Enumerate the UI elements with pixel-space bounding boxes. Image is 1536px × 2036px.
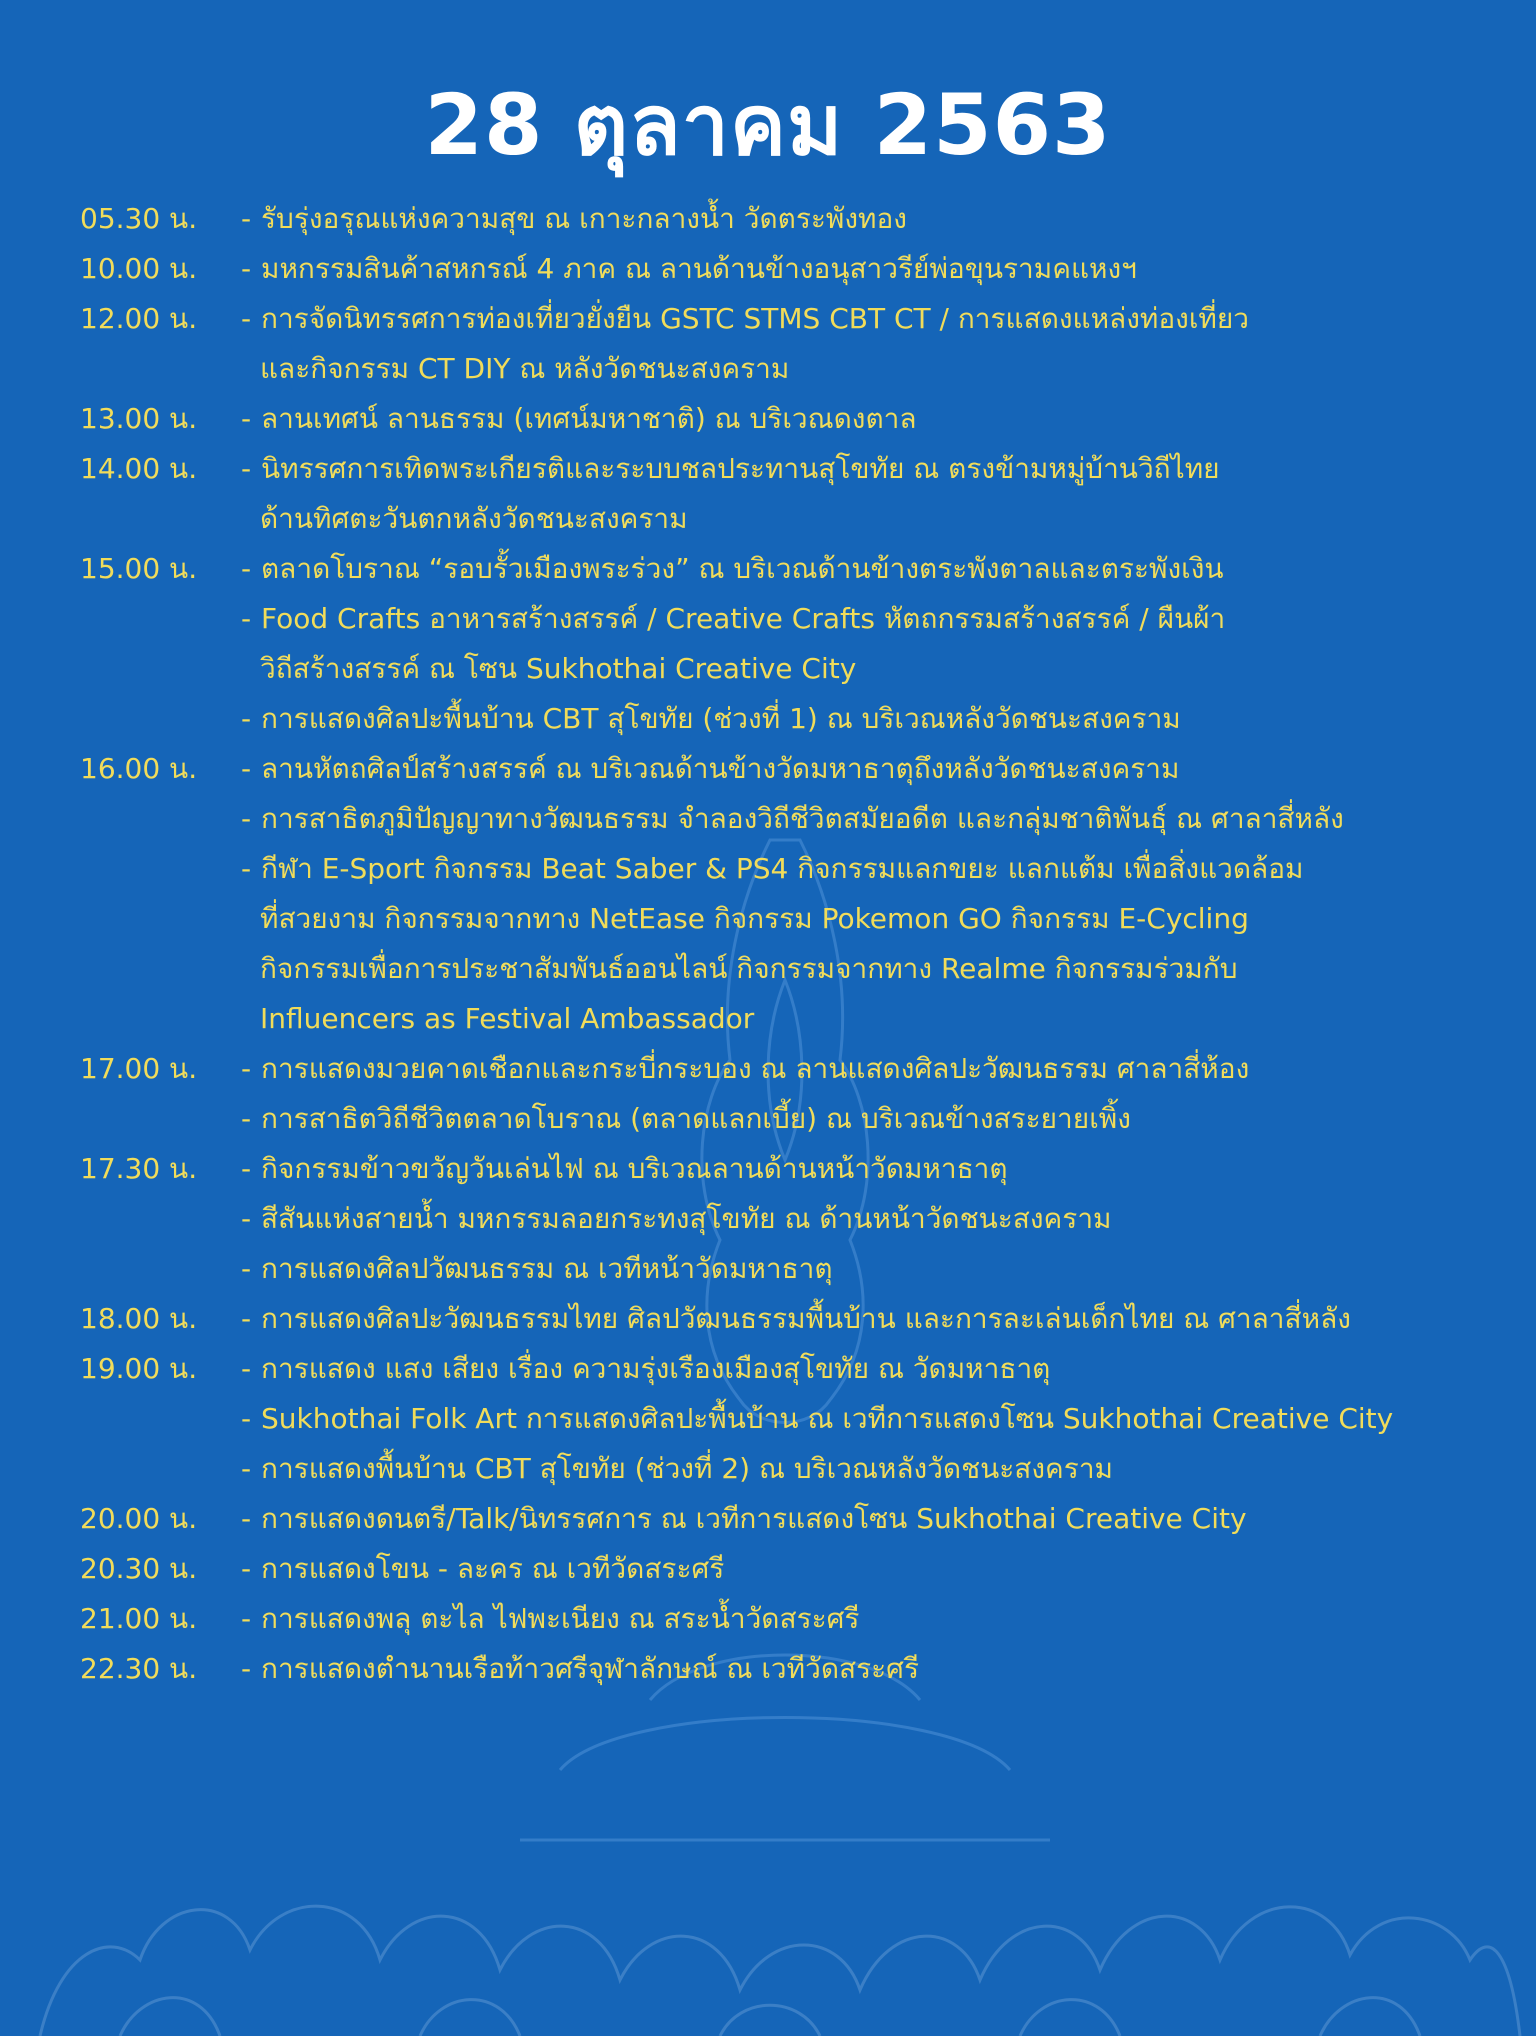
schedule-time: 17.30 น. [80, 1152, 198, 1185]
bullet-dash: - [241, 752, 252, 785]
schedule-time: 12.00 น. [80, 302, 198, 335]
schedule-text: การแสดง แสง เสียง เรื่อง ความรุ่งเรืองเมืองสุโขทัย ณ วัดมหาธาตุ [261, 1352, 1051, 1385]
schedule-text: การสาธิตภูมิปัญญาทางวัฒนธรรม จำลองวิถีชีวิตสมัยอดีต และกลุ่มชาติพันธุ์ ณ ศาลาสี่หลัง [261, 802, 1344, 835]
bullet-dash: - [241, 1452, 252, 1485]
bullet-dash: - [241, 1502, 252, 1535]
bullet-dash: - [241, 852, 252, 885]
schedule-text: กิจกรรมเพื่อการประชาสัมพันธ์ออนไลน์ กิจกรรมจากทาง Realme กิจกรรมร่วมกับ [260, 952, 1238, 985]
bullet-dash: - [241, 1052, 252, 1085]
schedule-line [80, 844, 1510, 894]
schedule-line [80, 994, 1510, 1044]
bullet-dash: - [241, 302, 252, 335]
schedule-line [80, 444, 1510, 494]
schedule-time: 18.00 น. [80, 1302, 198, 1335]
schedule-line [80, 194, 1510, 244]
schedule-text: การแสดงศิลปะพื้นบ้าน CBT สุโขทัย (ช่วงที่ 1) ณ บริเวณหลังวัดชนะสงคราม [261, 702, 1181, 735]
schedule-line [80, 944, 1510, 994]
schedule-line [80, 294, 1510, 344]
schedule-line [80, 1494, 1510, 1544]
bullet-dash: - [241, 1602, 252, 1635]
schedule-text: การแสดงพื้นบ้าน CBT สุโขทัย (ช่วงที่ 2) ณ บริเวณหลังวัดชนะสงคราม [261, 1452, 1114, 1485]
schedule-time: 20.00 น. [80, 1502, 198, 1535]
schedule-text: การแสดงมวยคาดเชือกและกระบี่กระบอง ณ ลานแสดงศิลปะวัฒนธรรม ศาลาสี่ห้อง [261, 1052, 1250, 1085]
schedule-time: 13.00 น. [80, 402, 198, 435]
schedule-text: การแสดงดนตรี/Talk/นิทรรศการ ณ เวทีการแสดงโซน Sukhothai Creative City [261, 1502, 1247, 1535]
schedule-text: ที่สวยงาม กิจกรรมจากทาง NetEase กิจกรรม Pokemon GO กิจกรรม E-Cycling [260, 902, 1249, 935]
schedule-line [80, 644, 1510, 694]
bullet-dash: - [241, 552, 252, 585]
bullet-dash: - [241, 1102, 252, 1135]
schedule-line [80, 1394, 1510, 1444]
schedule-text: Food Crafts อาหารสร้างสรรค์ / Creative Crafts หัตถกรรมสร้างสรรค์ / ผืนผ้า [261, 602, 1226, 635]
schedule-text: การสาธิตวิถีชีวิตตลาดโบราณ (ตลาดแลกเบี้ย) ณ บริเวณข้างสระยายเพิ้ง [261, 1102, 1131, 1135]
bullet-dash: - [241, 1152, 252, 1185]
schedule-text: ลานเทศน์ ลานธรรม (เทศน์มหาชาติ) ณ บริเวณดงตาล [261, 402, 917, 435]
schedule-text: การแสดงศิลปวัฒนธรรม ณ เวทีหน้าวัดมหาธาตุ [261, 1252, 833, 1285]
schedule-line [80, 744, 1510, 794]
schedule-line [80, 794, 1510, 844]
schedule-text: ตลาดโบราณ “รอบรั้วเมืองพระร่วง” ณ บริเวณด้านข้างตระพังตาลและตระพังเงิน [261, 552, 1224, 585]
bullet-dash: - [241, 1252, 252, 1285]
schedule-line [80, 1594, 1510, 1644]
schedule-time: 15.00 น. [80, 552, 198, 585]
schedule-line [80, 1144, 1510, 1194]
schedule-text: ด้านทิศตะวันตกหลังวัดชนะสงคราม [260, 502, 688, 535]
schedule-time: 22.30 น. [80, 1652, 198, 1685]
schedule-time: 20.30 น. [80, 1552, 198, 1585]
schedule-line [80, 1044, 1510, 1094]
schedule-text: การจัดนิทรรศการท่องเที่ยวยั่งยืน GSTC STMS CBT CT / การแสดงแหล่งท่องเที่ยว [261, 302, 1249, 335]
schedule-line [80, 1194, 1510, 1244]
schedule-text: และกิจกรรม CT DIY ณ หลังวัดชนะสงคราม [260, 352, 790, 385]
schedule-line [80, 1344, 1510, 1394]
schedule-line [80, 1244, 1510, 1294]
bullet-dash: - [241, 402, 252, 435]
bullet-dash: - [241, 452, 252, 485]
schedule-line [80, 894, 1510, 944]
schedule-line [80, 344, 1510, 394]
schedule-time: 19.00 น. [80, 1352, 198, 1385]
schedule-text: ลานหัตถศิลป์สร้างสรรค์ ณ บริเวณด้านข้างวัดมหาธาตุถึงหลังวัดชนะสงคราม [261, 752, 1180, 785]
schedule-text: การแสดงโขน - ละคร ณ เวทีวัดสระศรี [261, 1552, 725, 1585]
bullet-dash: - [241, 1352, 252, 1385]
bullet-dash: - [241, 1652, 252, 1685]
schedule-time: 16.00 น. [80, 752, 198, 785]
schedule-list [80, 194, 1510, 1694]
schedule-text: มหกรรมสินค้าสหกรณ์ 4 ภาค ณ ลานด้านข้างอนุสาวรีย์พ่อขุนรามคแหงฯ [261, 252, 1137, 285]
schedule-line [80, 1294, 1510, 1344]
schedule-line [80, 1644, 1510, 1694]
schedule-time: 21.00 น. [80, 1602, 198, 1635]
schedule-text: Sukhothai Folk Art การแสดงศิลปะพื้นบ้าน ณ เวทีการแสดงโซน Sukhothai Creative City [261, 1402, 1394, 1435]
schedule-line [80, 1544, 1510, 1594]
schedule-text: กิจกรรมข้าวขวัญวันเล่นไฟ ณ บริเวณลานด้านหน้าวัดมหาธาตุ [261, 1152, 1008, 1185]
bullet-dash: - [241, 1202, 252, 1235]
bullet-dash: - [241, 1402, 252, 1435]
schedule-line [80, 494, 1510, 544]
schedule-time: 14.00 น. [80, 452, 198, 485]
schedule-time: 17.00 น. [80, 1052, 198, 1085]
schedule-text: สีสันแห่งสายน้ำ มหกรรมลอยกระทงสุโขทัย ณ ด้านหน้าวัดชนะสงคราม [261, 1202, 1112, 1235]
bullet-dash: - [241, 252, 252, 285]
schedule-line [80, 1444, 1510, 1494]
schedule-text: การแสดงพลุ ตะไล ไฟพะเนียง ณ สระน้ำวัดสระศรี [261, 1602, 860, 1635]
schedule-text: วิถีสร้างสรรค์ ณ โซน Sukhothai Creative City [260, 652, 857, 685]
schedule-line [80, 394, 1510, 444]
schedule-line [80, 694, 1510, 744]
schedule-line [80, 544, 1510, 594]
schedule-line [80, 244, 1510, 294]
schedule-text: การแสดงศิลปะวัฒนธรรมไทย ศิลปวัฒนธรรมพื้นบ้าน และการละเล่นเด็กไทย ณ ศาลาสี่หลัง [261, 1302, 1351, 1335]
schedule-text: Influencers as Festival Ambassador [260, 1002, 755, 1035]
schedule-line [80, 1094, 1510, 1144]
schedule-text: รับรุ่งอรุณแห่งความสุข ณ เกาะกลางน้ำ วัดตระพังทอง [261, 202, 907, 235]
bullet-dash: - [241, 1552, 252, 1585]
bullet-dash: - [241, 602, 252, 635]
schedule-time: 10.00 น. [80, 252, 198, 285]
bullet-dash: - [241, 1302, 252, 1335]
bullet-dash: - [241, 202, 252, 235]
schedule-text: กีฬา E-Sport กิจกรรม Beat Saber & PS4 กิจกรรมแลกขยะ แลกแต้ม เพื่อสิ่งแวดล้อม [261, 852, 1304, 885]
schedule-text: นิทรรศการเทิดพระเกียรติและระบบชลประทานสุโขทัย ณ ตรงข้ามหมู่บ้านวิถีไทย [261, 452, 1220, 485]
bullet-dash: - [241, 702, 252, 735]
page-title: 28 ตุลาคม 2563 [424, 76, 1112, 174]
bullet-dash: - [241, 802, 252, 835]
schedule-line [80, 594, 1510, 644]
schedule-text: การแสดงตำนานเรือท้าวศรีจุฬาลักษณ์ ณ เวทีวัดสระศรี [261, 1652, 919, 1685]
schedule-time: 05.30 น. [80, 202, 198, 235]
